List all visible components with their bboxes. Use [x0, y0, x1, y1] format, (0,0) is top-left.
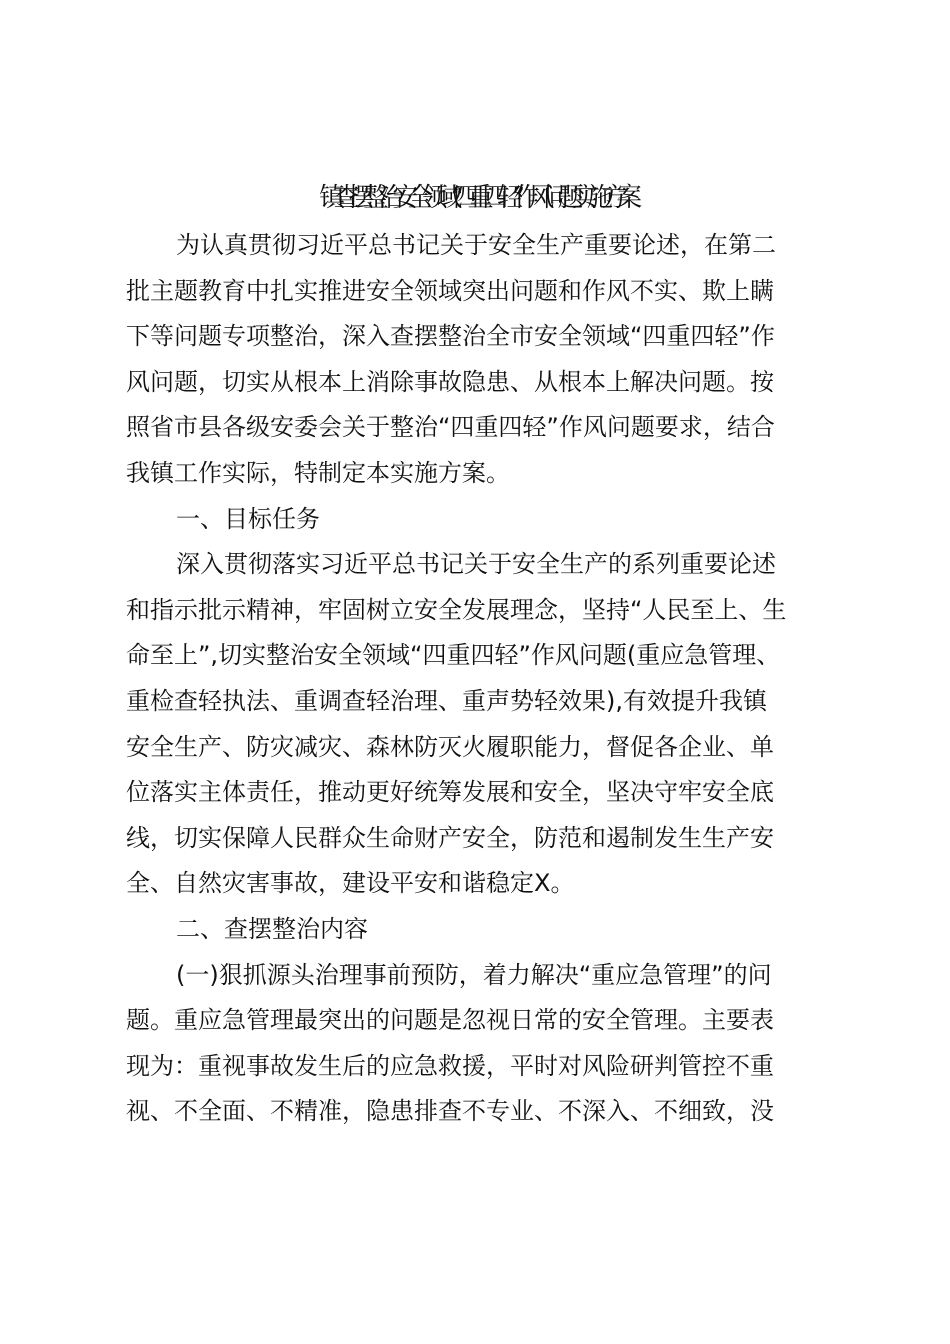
text-line: 命至上”,切实整治安全领域“四重四轻”作风问题(重应急管理、: [126, 641, 781, 670]
text-line: 批主题教育中扎实推进安全领域突出问题和作风不实、欺上瞒: [126, 276, 774, 305]
text-line: 深入贯彻落实习近平总书记关于安全生产的系列重要论述: [176, 550, 776, 579]
text-line: 位落实主体责任，推动更好统筹发展和安全，坚决守牢安全底: [126, 778, 774, 807]
text-line: 视、不全面、不精准，隐患排查不专业、不深入、不细致，没: [126, 1097, 774, 1126]
text-line: 题。重应急管理最突出的问题是忽视日常的安全管理。主要表: [126, 1006, 774, 1035]
document-title: 镇查摆整治安全领域“四重四轻”作风问题实施方案: [319, 183, 631, 213]
text-line: 线，切实保障人民群众生命财产安全，防范和遏制发生生产安: [126, 823, 774, 852]
text-line: 照省市县各级安委会关于整治“四重四轻”作风问题要求，结合: [126, 413, 775, 442]
text-line: 一、目标任务: [176, 504, 320, 533]
text-line: 全、自然灾害事故，建设平安和谐稳定X。: [126, 869, 575, 898]
text-line: 风问题，切实从根本上消除事故隐患、从根本上解决问题。按: [126, 367, 774, 396]
text-line: 二、查摆整治内容: [176, 914, 368, 943]
text-line: 下等问题专项整治，深入查摆整治全市安全领域“四重四轻”作: [126, 322, 775, 351]
text-line: 和指示批示精神，牢固树立安全发展理念，坚持“人民至上、生: [126, 595, 787, 624]
text-line: 安全生产、防灾减灾、森林防灭火履职能力，督促各企业、单: [126, 732, 774, 761]
text-line: 我镇工作实际，特制定本实施方案。: [126, 458, 510, 487]
text-line: (一)狠抓源头治理事前预防，着力解决“重应急管理”的问: [176, 960, 772, 989]
text-line: 重检查轻执法、重调查轻治理、重声势轻效果),有效提升我镇: [126, 686, 767, 715]
text-line: 现为：重视事故发生后的应急救援，平时对风险研判管控不重: [126, 1051, 774, 1080]
document-body: [126, 223, 832, 1135]
text-line: 为认真贯彻习近平总书记关于安全生产重要论述，在第二: [176, 231, 776, 259]
